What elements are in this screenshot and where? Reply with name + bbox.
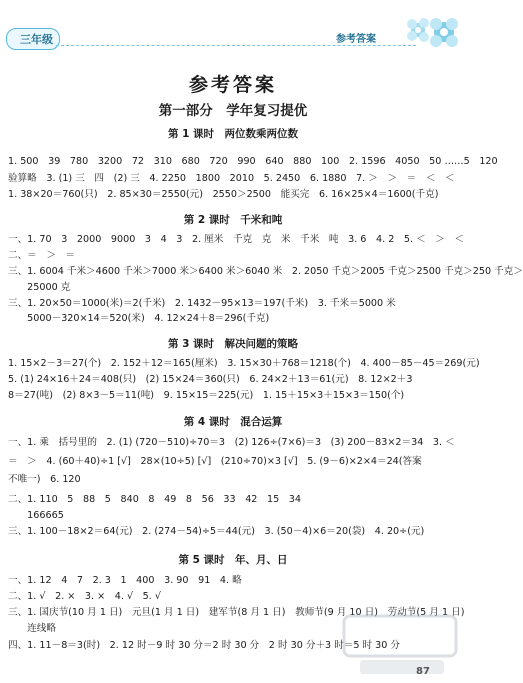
- answer-line: 不唯一) 6. 120: [8, 474, 81, 485]
- answer-line: 一、1. 70 3 2000 9000 3 4 3 2. 厘米 千克 克 米 千米 吨 3. 6 4. 2 5. ＜ ＞ ＜: [8, 234, 465, 245]
- answer-line: 一、1. 12 4 7 2. 3 1 400 3. 90 91 4. 略: [8, 575, 242, 586]
- answer-line: 8＝27(吨) (2) 8×3－5＝11(吨) 9. 15×15＝225(元) 1. 15＋15×3＋15×3＝150(个): [8, 390, 405, 401]
- section-title: 第 4 课时 混合运算: [183, 416, 283, 428]
- answer-line: 1. 500 39 780 3200 72 310 680 720 990 640 880 100 2. 1596 4050 50 ……5 120: [8, 156, 498, 167]
- answer-line: 三、1. 国庆节(10 月 1 日) 元旦(1 月 1 日) 建军节(8 月 1 日) 教师节(9 月 10 日) 劳动节(5 月 1 日): [8, 607, 465, 618]
- answer-line: 166665: [8, 510, 64, 521]
- header-divider: [56, 45, 416, 46]
- answer-line: 5000－320×14＝520(米) 4. 12×24＋8＝296(千克): [8, 313, 270, 324]
- answer-line: 二、1. √ 2. × 3. × 4. √ 5. √: [8, 591, 161, 602]
- answer-line: 连线略: [8, 623, 56, 634]
- answer-line: ＝ ＞ 4. (60＋40)÷1 [√] 28×(10÷5) [√] (210÷70)×3 [√] 5. (9－6)×2×4＝24(答案: [8, 456, 422, 467]
- answer-line: 二、1. 110 5 88 5 840 8 49 8 56 33 42 15 34: [8, 494, 302, 505]
- section-title: 第 2 课时 千米和吨: [183, 214, 283, 226]
- section-title: 第 1 课时 两位数乘两位数: [167, 128, 299, 140]
- grade-label: 三年级: [20, 33, 53, 46]
- answer-line: 三、1. 100－18×2＝64(元) 2. (274－54)÷5＝44(元) 3. (50－4)×6＝20(袋) 4. 20÷(元): [8, 526, 425, 537]
- answer-line: 三、1. 20×50＝1000(米)＝2(千米) 2. 1432－95×13＝197(千米) 3. 千米＝5000 米: [8, 298, 396, 309]
- answer-line: 四、1. 11－8＝3(时) 2. 12 时－9 时 30 分＝2 时 30 分 2 时 30 分＋3 时＝5 时 30 分: [8, 640, 401, 651]
- page-title: 参考答案: [188, 74, 277, 96]
- page-number: 87: [416, 666, 430, 677]
- part-title: 第一部分 学年复习提优: [158, 103, 308, 119]
- page-header: [0, 0, 466, 58]
- watermark-logo-icon: [340, 610, 460, 680]
- answer-line: 二、＝ ＞ ＝: [8, 250, 76, 261]
- answer-line: 1. 38×20＝760(只) 2. 85×30＝2550(元) 2550＞2500 能买完 6. 16×25×4＝1600(千克): [8, 189, 439, 200]
- answer-line: 1. 15×2－3＝27(个) 2. 152＋12＝165(厘米) 3. 15×30＋768＝1218(个) 4. 400－85－45＝269(元): [8, 358, 480, 369]
- section-title: 第 5 课时 年、月、日: [178, 554, 288, 566]
- answer-line: 一、1. 乘 括号里的 2. (1) (720－510)÷70＝3 (2) 126÷(7×6)＝3 (3) 200－83×2＝34 3. ＜: [8, 437, 455, 448]
- answer-line: 5. (1) 24×16＋24＝408(只) (2) 15×24＝360(只) 6. 24×2＋13＝61(元) 8. 12×2＋3: [8, 374, 413, 385]
- header-answers-label: 参考答案: [336, 34, 376, 45]
- section-title: 第 3 课时 解决问题的策略: [167, 338, 299, 350]
- flower-decoration-icon: [404, 12, 462, 52]
- answer-line: 25000 克: [8, 282, 71, 293]
- answer-line: 三、1. 6004 千米＞4600 千米＞7000 米＞6400 米＞6040 米 2. 2050 千克＞2005 千克＞2500 千克＞250 千克＞: [8, 266, 523, 277]
- answer-line: 验算略 3. (1) 三 四 (2) 三 4. 2250 1800 2010 5. 2450 6. 1880 7. ＞ ＞ ＝ ＜ ＜: [8, 173, 455, 184]
